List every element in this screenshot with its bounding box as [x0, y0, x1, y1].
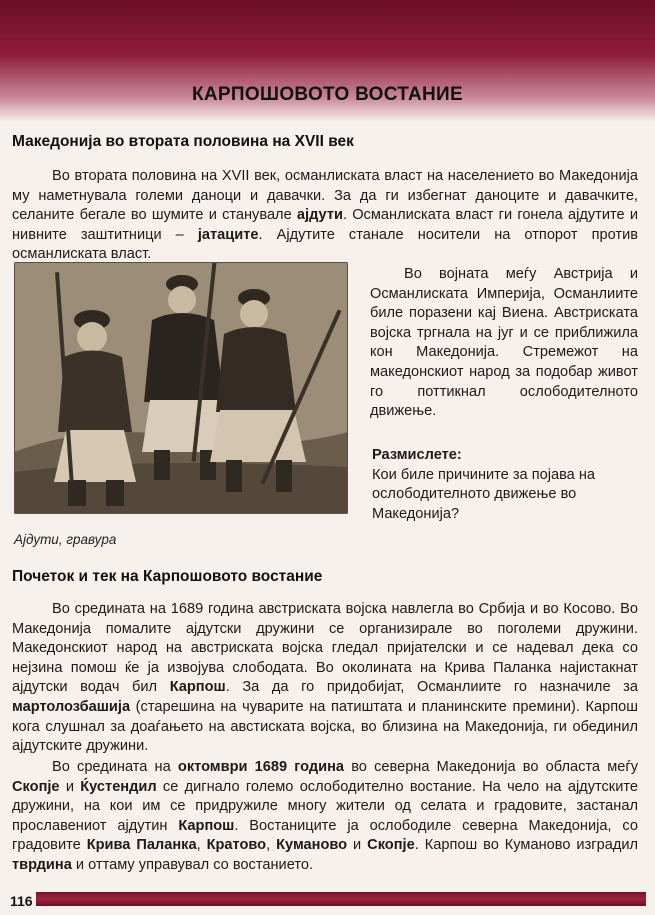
engraving-figure	[14, 262, 348, 514]
page-title: КАРПОШОВОТО ВОСТАНИЕ	[192, 84, 463, 105]
page-number: 116	[10, 893, 33, 909]
section2-paragraph2: Во средината на октомври 1689 година во северна Македонија во областа меѓу Скопје и Ќустендил се дигнало големо ослободително востание. На чело на ајдутските дружини, на кои им се придружиле многу жители од селата и градовите, застанал прославениот ајдутин Карпош. Востаниците ја ослободиле северна Македонија, со градовите Крива Паланка, Кратово, Куманово и Скопје. Карпош во Куманово изградил тврдина и оттаму управувал со востанието.	[12, 759, 638, 873]
section-heading-17th-century: Македонија во втората половина на XVII век	[12, 133, 354, 150]
think-title: Размислете:	[372, 447, 462, 463]
section2-paragraph1: Во средината на 1689 година австриската војска навлегла во Србија и во Косово. Во Македонија помалите ајдутски дружини се организирале во поголеми дружини. Македонскиот народ на австриската војска гледал пријателски и се надевал дека со нејзина помош ќе ја извојува слободата. Во околината на Крива Паланка најистакнат ајдутски водач бил Карпош. За да го придобијат, Османлиите го назначиле за мартолозбашија (старешина на чуварите на патиштата и планинските премини). Карпош кога слушнал за доаѓањето на австиската војска, во близина на Македонија, ги обединил ајдутските дружини.	[12, 601, 638, 755]
term-martolozbashija: мартолозбашија	[12, 698, 131, 715]
section-heading-uprising: Почеток и тек на Карпошовото востание	[12, 568, 323, 585]
section1-paragraph2: Во војната меѓу Австрија и Османлиската Империја, Османлиите биле поразени кај Виена. Австриската војска тргнала на југ и се приближила кон Македонија. Стремежот на македонскиот народ за подобар живот го поттикнал ослободителното движење.	[370, 266, 638, 420]
think-question: Кои биле причините за појава на ослободителното движење во Македонија?	[372, 466, 596, 522]
think-box	[372, 446, 642, 524]
figure-caption: Ајдути, гравура	[14, 532, 117, 547]
footer-bar	[36, 892, 646, 906]
section1-paragraph1-top: Во втората половина на XVII век, османлиската власт на населението во Македонија му наметнувала големи даноци и давачки. За да ги избегнат даноците и давачките, селаните бегале во шумите и станувале ајдути. Османлиската власт ги гонела ајдутите и нивните заштитници – јатаците. Ајдутите станале носители на отпорот против османлиската власт.	[12, 168, 638, 263]
term-ajduti: ајдути	[296, 207, 343, 224]
engraving-image	[14, 262, 348, 514]
term-jatacite: јатаците	[197, 226, 259, 243]
term-karposh: Карпош	[169, 679, 226, 696]
